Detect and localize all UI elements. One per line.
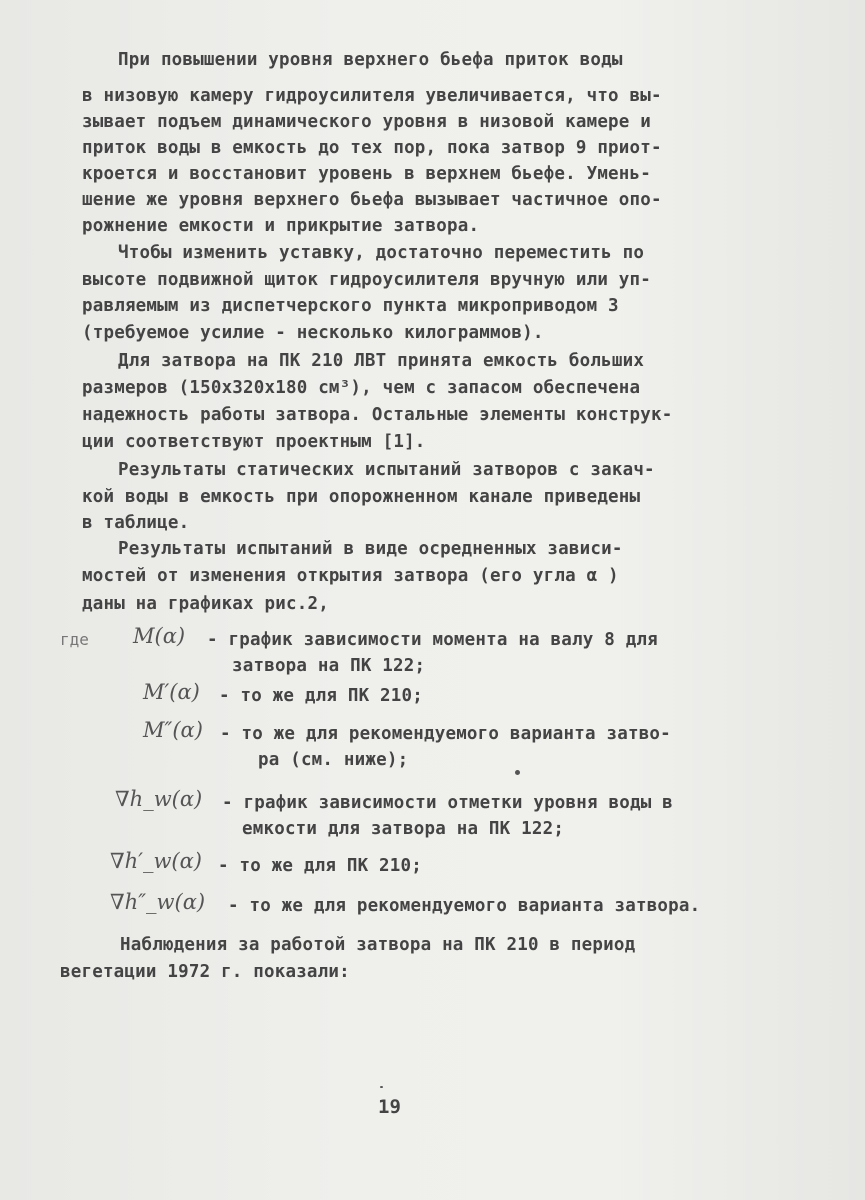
text-line: кой воды в емкость при опорожненном канале приведены bbox=[82, 487, 641, 507]
text-line: в таблице. bbox=[82, 513, 190, 533]
symbol-nabla-hw-double-prime-alpha: ∇h″_w(α) bbox=[110, 890, 206, 914]
symbol-nabla-hw-prime-alpha: ∇h′_w(α) bbox=[110, 849, 202, 873]
text-line: Наблюдения за работой затвора на ПК 210 в период bbox=[120, 935, 636, 955]
symbol-m-alpha: M(α) bbox=[133, 624, 186, 648]
text-line: вегетации 1972 г. показали: bbox=[60, 962, 350, 982]
text-line: зывает подъем динамического уровня в низовой камере и bbox=[82, 112, 652, 132]
text-line: (требуемое усилие - несколько килограммов). bbox=[82, 323, 544, 343]
definition-text: - то же для рекомендуемого варианта затво- bbox=[220, 724, 671, 744]
text-line: даны на графиках рис.2, bbox=[82, 594, 329, 614]
symbol-m-double-prime-alpha: M″(α) bbox=[143, 718, 203, 742]
text-line: Чтобы изменить уставку, достаточно переместить по bbox=[118, 243, 645, 263]
definition-text: - график зависимости отметки уровня воды в bbox=[222, 793, 673, 813]
text-line: При повышении уровня верхнего бьефа приток воды bbox=[118, 50, 623, 70]
definition-text: - график зависимости момента на валу 8 для bbox=[207, 630, 658, 650]
text-line: Результаты испытаний в виде осредненных зависи- bbox=[118, 539, 623, 559]
text-line: ции соответствуют проектным [1]. bbox=[82, 432, 426, 452]
text-line: мостей от изменения открытия затвора (его угла α ) bbox=[82, 566, 619, 586]
definition-text: емкости для затвора на ПК 122; bbox=[242, 819, 565, 839]
text-line: размеров (150х320х180 см³), чем с запасом обеспечена bbox=[82, 378, 641, 398]
text-line: кроется и восстановит уровень в верхнем бьефе. Умень- bbox=[82, 164, 652, 184]
text-line: Результаты статических испытаний затворов с закач- bbox=[118, 460, 655, 480]
page-number: 19 bbox=[378, 1096, 401, 1118]
text-line: шение же уровня верхнего бьефа вызывает частичное опо- bbox=[82, 190, 662, 210]
definition-text: - то же для ПК 210; bbox=[218, 856, 422, 876]
text-line: в низовую камеру гидроусилителя увеличивается, что вы- bbox=[82, 86, 662, 106]
symbol-nabla-hw-alpha: ∇h_w(α) bbox=[115, 787, 203, 811]
text-line: высоте подвижной щиток гидроусилителя вручную или уп- bbox=[82, 270, 652, 290]
text-line: приток воды в емкость до тех пор, пока затвор 9 приот- bbox=[82, 138, 662, 158]
ink-speck bbox=[380, 1086, 383, 1088]
symbol-m-prime-alpha: M′(α) bbox=[143, 680, 200, 704]
ink-speck bbox=[515, 770, 520, 775]
definition-text: ра (см. ниже); bbox=[258, 750, 409, 770]
definition-text: затвора на ПК 122; bbox=[232, 656, 426, 676]
text-line: Для затвора на ПК 210 ЛВТ принята емкость больших bbox=[118, 351, 645, 371]
definition-text: - то же для рекомендуемого варианта затвора. bbox=[228, 896, 701, 916]
where-label: где bbox=[60, 630, 89, 649]
text-line: надежность работы затвора. Остальные элементы конструк- bbox=[82, 405, 673, 425]
text-line: рожнение емкости и прикрытие затвора. bbox=[82, 216, 480, 236]
definition-text: - то же для ПК 210; bbox=[219, 686, 423, 706]
text-line: равляемым из диспетчерского пункта микроприводом 3 bbox=[82, 296, 619, 316]
